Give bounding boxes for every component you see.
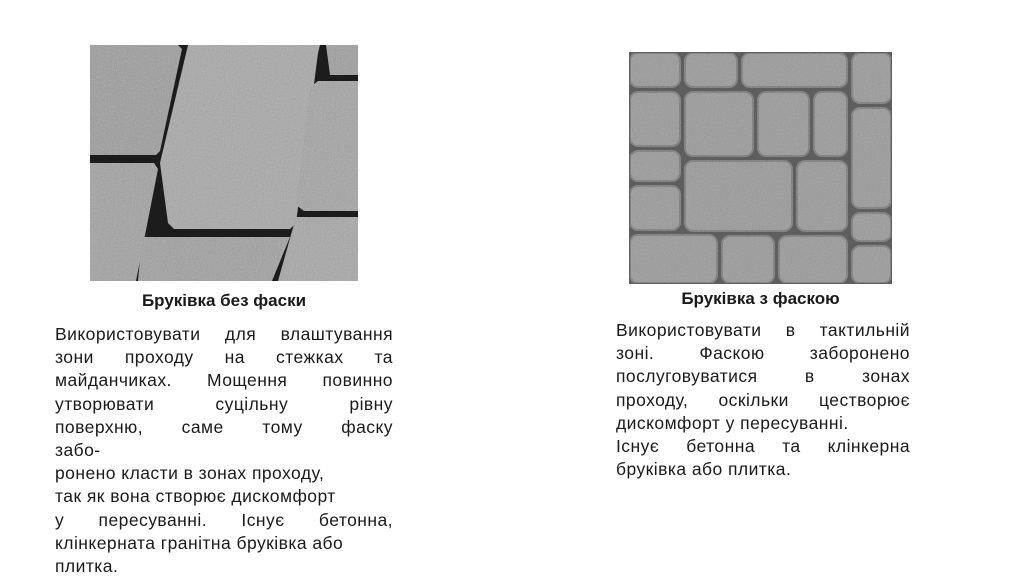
description-line: ронено класти в зонах проходу, [55, 463, 325, 484]
description-line: Використовувати для влаштування [55, 324, 393, 344]
paving-without-chamfer-photo [90, 45, 358, 281]
description-line: дискомфорт у пересуванні. [616, 412, 849, 433]
description-line: майданчиках. Мощення повинно [55, 370, 393, 391]
description-line: зони проходу на стежках та [55, 347, 393, 368]
paving-with-chamfer-photo [629, 52, 892, 284]
description-line: так як вона створює дискомфорт [55, 486, 336, 507]
description-line: Існує бетонна та клінкерна [616, 436, 910, 457]
description-line: клінкерната гранітна бруківка або [55, 532, 344, 553]
description-line: поверхню, саме тому фаску [55, 416, 393, 437]
description-line: зоні. Фаскою заборонено [616, 343, 910, 364]
description-line: бруківка або плитка. [616, 459, 792, 480]
caption-without-chamfer: Бруківка без фаски [141, 291, 307, 310]
description-line: плитка. [55, 556, 119, 577]
description-line: забо- [55, 440, 101, 461]
caption-with-chamfer: Бруківка з фаскою [681, 289, 840, 308]
description-line: проходу, оскільки цестворює [616, 389, 910, 410]
description-line: Використовувати в тактильній [616, 320, 910, 340]
description-line: утворювати суцільну рівну [55, 393, 393, 414]
description-without-chamfer [55, 323, 393, 578]
description-line: у пересуванні. Існує бетонна, [55, 509, 393, 530]
description-line: послуговуватися в зонах [616, 366, 910, 387]
description-with-chamfer [616, 319, 910, 481]
